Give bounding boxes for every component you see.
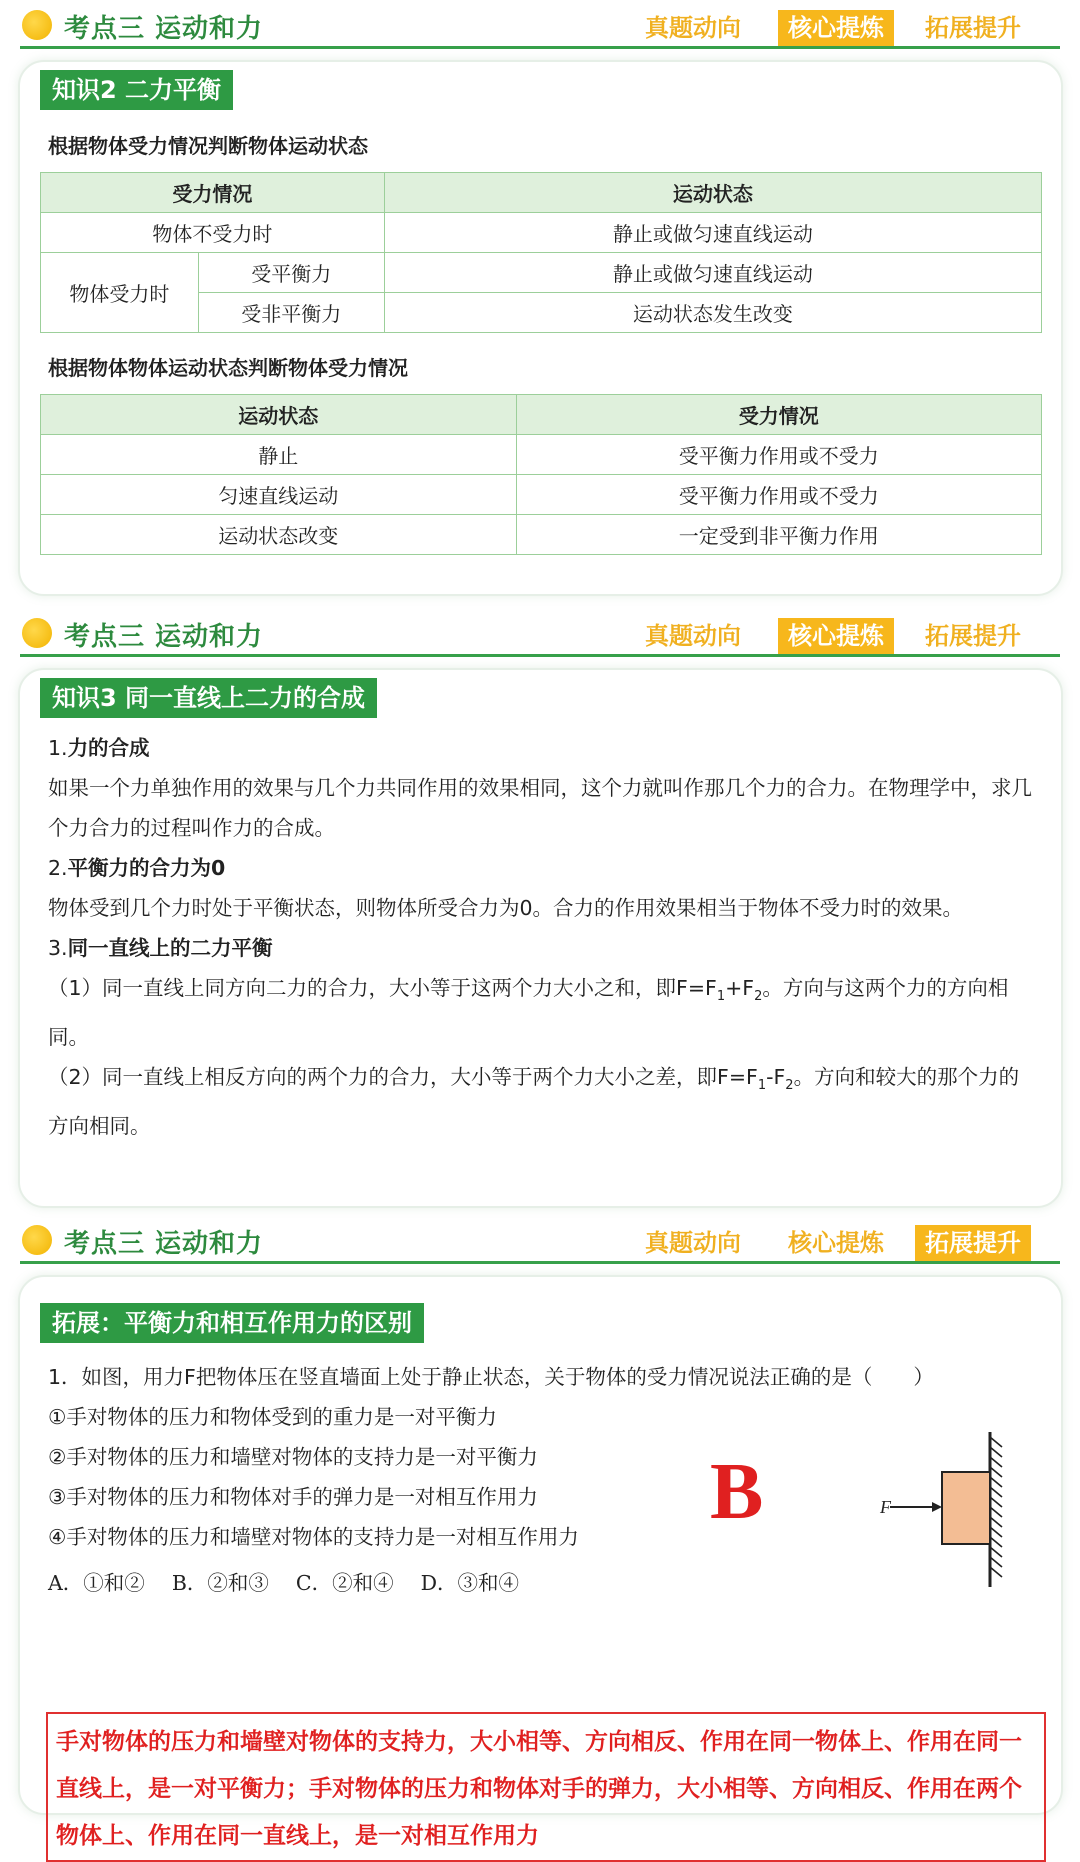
option-4: ④手对物体的压力和墙壁对物体的支持力是一对相互作用力 bbox=[48, 1525, 579, 1549]
formula-text: （1）同一直线上同方向二力的合力，大小等于这两个力大小之和，即F=F bbox=[48, 976, 717, 1000]
table-cell: 受平衡力 bbox=[198, 253, 384, 293]
point-heading bbox=[48, 848, 1033, 888]
table-cell: 物体不受力时 bbox=[41, 213, 385, 253]
section-title: 考点三 运动和力 bbox=[64, 622, 264, 652]
table-row bbox=[41, 213, 1042, 253]
formula-text: -F bbox=[766, 1065, 786, 1090]
table-cell: 静止或做匀速直线运动 bbox=[384, 213, 1041, 253]
slide-header bbox=[0, 1215, 1080, 1273]
table-row bbox=[41, 435, 1042, 475]
option-1: ①手对物体的压力和物体受到的重力是一对平衡力 bbox=[48, 1405, 497, 1429]
tab-exam-trends[interactable]: 真题动向 bbox=[645, 1229, 741, 1257]
content-panel bbox=[18, 60, 1063, 596]
point-body bbox=[48, 968, 1033, 1057]
bullet-dot-icon bbox=[22, 10, 52, 40]
answer-choices: A．①和② B．②和③ C．②和④ D．③和④ bbox=[48, 1571, 520, 1595]
knowledge-ribbon: 知识3 同一直线上二力的合成 bbox=[40, 678, 377, 718]
knowledge-ribbon: 知识2 二力平衡 bbox=[40, 70, 233, 110]
table-header-row bbox=[41, 173, 1042, 213]
force-label: F bbox=[880, 1497, 891, 1517]
slide-header bbox=[0, 0, 1080, 58]
table-header-cell: 受力情况 bbox=[41, 173, 385, 213]
table1-caption: 根据物体受力情况判断物体运动状态 bbox=[48, 134, 368, 158]
slide-extension bbox=[0, 1215, 1080, 1849]
formula-text: 。方向和较大的那个力的方向相同。 bbox=[48, 1065, 1020, 1139]
tab-core-points[interactable]: 核心提炼 bbox=[778, 618, 894, 654]
point-heading bbox=[48, 728, 1033, 768]
table2-caption: 根据物体物体运动状态判断物体受力情况 bbox=[48, 356, 408, 380]
slide-force-composition bbox=[0, 608, 1080, 1212]
slide-balance-forces bbox=[0, 0, 1080, 600]
wall-block-figure bbox=[850, 1427, 1010, 1597]
table-cell: 匀速直线运动 bbox=[41, 475, 517, 515]
bullet-dot-icon bbox=[22, 618, 52, 648]
tab-exam-trends[interactable]: 真题动向 bbox=[645, 622, 741, 650]
table-header-cell: 受力情况 bbox=[516, 395, 1041, 435]
table-cell: 一定受到非平衡力作用 bbox=[516, 515, 1041, 555]
point-body: 物体受到几个力时处于平衡状态，则物体所受合力为0。合力的作用效果相当于物体不受力时的效果。 bbox=[48, 896, 964, 920]
point-body: 如果一个力单独作用的效果与几个力共同作用的效果相同，这个力就叫作那几个力的合力。在物理学中，求几个力合力的过程叫作力的合成。 bbox=[48, 776, 1032, 840]
composition-text bbox=[48, 728, 1033, 1146]
formula-text: 。方向与这两个力的方向相同。 bbox=[48, 976, 1009, 1050]
table-header-cell: 运动状态 bbox=[41, 395, 517, 435]
table-row bbox=[41, 515, 1042, 555]
point-number: 3. bbox=[48, 936, 68, 960]
bullet-dot-icon bbox=[22, 1225, 52, 1255]
header-underline bbox=[20, 654, 1060, 657]
tab-core-points[interactable]: 核心提炼 bbox=[788, 1229, 884, 1257]
option-2: ②手对物体的压力和墙壁对物体的支持力是一对平衡力 bbox=[48, 1445, 538, 1469]
header-underline bbox=[20, 1261, 1060, 1264]
point-title: 同一直线上的二力平衡 bbox=[67, 936, 273, 960]
motion-to-force-table bbox=[40, 394, 1042, 555]
extension-ribbon: 拓展：平衡力和相互作用力的区别 bbox=[40, 1303, 424, 1343]
formula-text: （2）同一直线上相反方向的两个力的合力，大小等于两个力大小之差，即F=F bbox=[48, 1065, 758, 1090]
subscript: 2 bbox=[785, 1078, 794, 1094]
tab-extension[interactable]: 拓展提升 bbox=[925, 622, 1021, 650]
tab-extension[interactable]: 拓展提升 bbox=[925, 14, 1021, 42]
table-row bbox=[41, 475, 1042, 515]
question-text: 1．如图，用力F把物体压在竖直墙面上处于静止状态，关于物体的受力情况说法正确的是（ ） bbox=[48, 1365, 934, 1389]
explanation-box: 手对物体的压力和墙壁对物体的支持力，大小相等、方向相反、作用在同一物体上、作用在同一直线上，是一对平衡力；手对物体的压力和物体对手的弹力，大小相等、方向相反、作用在两个物体上、作用在同一直线上，是一对相互作用力 bbox=[46, 1712, 1046, 1862]
tab-core-points[interactable]: 核心提炼 bbox=[778, 10, 894, 46]
point-title: 力的合成 bbox=[67, 736, 150, 760]
subscript: 2 bbox=[754, 989, 763, 1005]
answer-letter: B bbox=[710, 1448, 764, 1536]
table-cell: 物体受力时 bbox=[41, 253, 199, 333]
formula-text: +F bbox=[725, 976, 755, 1000]
table-cell: 受平衡力作用或不受力 bbox=[516, 435, 1041, 475]
point-number: 2. bbox=[48, 856, 68, 880]
option-3: ③手对物体的压力和物体对手的弹力是一对相互作用力 bbox=[48, 1485, 538, 1509]
content-panel bbox=[18, 1275, 1063, 1849]
subscript: 1 bbox=[757, 1078, 767, 1094]
section-title: 考点三 运动和力 bbox=[64, 14, 264, 44]
point-heading bbox=[48, 928, 1033, 968]
table-cell: 受非平衡力 bbox=[198, 293, 384, 333]
table-header-row bbox=[41, 395, 1042, 435]
slide-header bbox=[0, 608, 1080, 666]
tab-extension[interactable]: 拓展提升 bbox=[915, 1225, 1031, 1261]
tab-exam-trends[interactable]: 真题动向 bbox=[645, 14, 741, 42]
force-to-motion-table bbox=[40, 172, 1042, 333]
force-arrow-head-icon bbox=[932, 1502, 942, 1512]
table-row bbox=[41, 253, 1042, 293]
point-number: 1. bbox=[48, 736, 68, 760]
table-cell: 运动状态发生改变 bbox=[384, 293, 1041, 333]
header-underline bbox=[20, 46, 1060, 49]
subscript: 1 bbox=[716, 989, 726, 1005]
block bbox=[942, 1472, 990, 1544]
section-title: 考点三 运动和力 bbox=[64, 1229, 264, 1259]
table-cell: 运动状态改变 bbox=[41, 515, 517, 555]
table-cell: 静止 bbox=[41, 435, 517, 475]
wall-hatching-icon bbox=[990, 1437, 1002, 1577]
table-cell: 静止或做匀速直线运动 bbox=[384, 253, 1041, 293]
table-cell: 受平衡力作用或不受力 bbox=[516, 475, 1041, 515]
point-body bbox=[48, 1057, 1033, 1146]
table-header-cell: 运动状态 bbox=[384, 173, 1041, 213]
point-title: 平衡力的合力为0 bbox=[67, 856, 226, 880]
content-panel bbox=[18, 668, 1063, 1208]
